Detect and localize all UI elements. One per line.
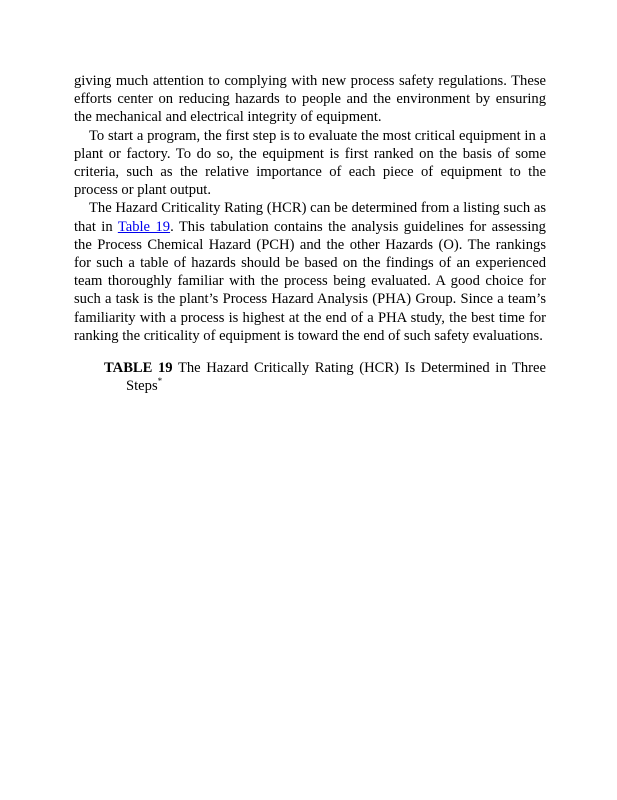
table-19-link[interactable]: Table 19 [117,218,171,235]
paragraph-3-end: . This tabulation contains the analysis guidelines for assessing the Process Chemical Hazard (PCH) and the other Hazards (O). The rankings for such a table of hazards should be based on the findings of an experienced team thoroughly familiar with the process being evaluated. A good choice for such a task is the plant’s Process Hazard Analysis (PHA) Group. Since a team’s familiarity with a process is highest at the end of a PHA study, the best time for ranking the criticality of equipment is toward the end of such safety evaluations. [74,218,546,344]
paragraph-2: To start a program, the first step is to evaluate the most critical equipment in a plant or factory. To do so, the equipment is first ranked on the basis of some criteria, such as the relative importance of each piece of equipment to the process or plant output. [74,127,546,199]
table-caption-label: TABLE 19 [104,360,173,377]
paragraph-3-start: The Hazard Criticality Rating (HCR) can be determined from a listing such as that in [74,200,546,235]
table-caption-text: The Hazard Critically Rating (HCR) Is Determined in Three Steps [126,360,547,395]
footnote-mark[interactable]: * [157,376,163,387]
paragraph-3 [74,199,546,345]
table-caption [104,359,546,395]
document-page [74,72,546,395]
paragraph-1: giving much attention to complying with new process safety regulations. These efforts center on reducing hazards to people and the environment by ensuring the mechanical and electrical integrity of equipment. [74,73,546,126]
